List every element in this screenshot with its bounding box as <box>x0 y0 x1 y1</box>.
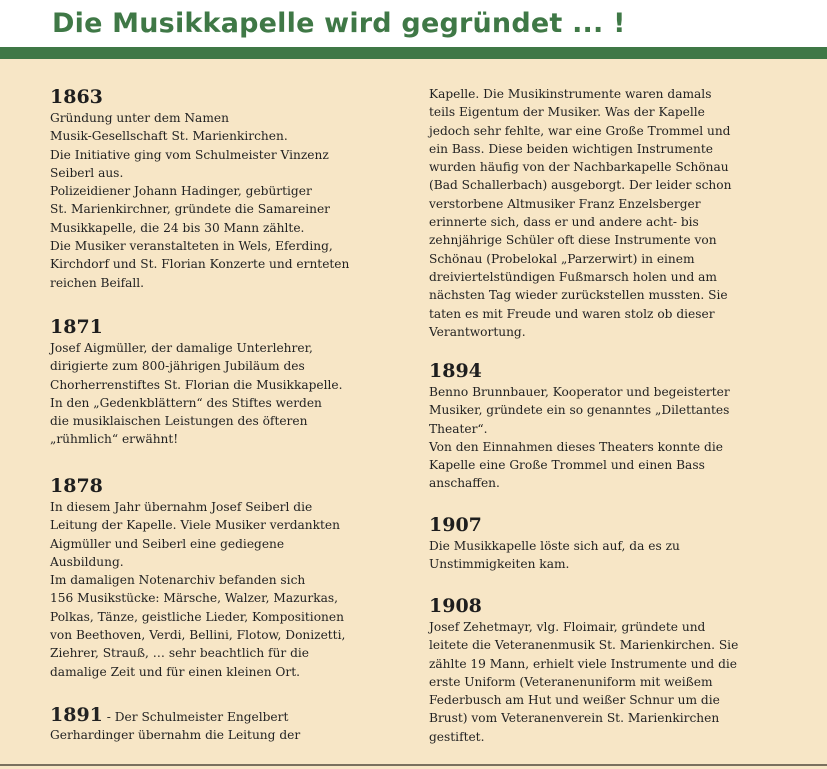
text-line: Kirchdorf und St. Florian Konzerte und ernteten <box>50 257 350 272</box>
entry-1894 <box>429 359 779 493</box>
entry-1863 <box>50 85 390 292</box>
entry-1871 <box>50 315 390 449</box>
text-line: Gründung unter dem Namen <box>50 111 229 125</box>
text-line: von Beethoven, Verdi, Bellini, Flotow, Donizetti, <box>50 628 346 643</box>
entry-text <box>50 706 390 726</box>
entry-1891-continued <box>429 85 779 341</box>
text-line: Die Initiative ging vom Schulmeister Vinzenz <box>50 147 329 162</box>
text-line: Kapelle eine Große Trommel und einen Bass <box>429 458 705 473</box>
text-line: Brust) vom Veteranenverein St. Marienkirchen <box>429 711 720 726</box>
text-line: Josef Zehetmayr, vlg. Floimair, gründete und <box>429 620 706 634</box>
entry-1907 <box>429 513 779 574</box>
text-line: 156 Musikstücke: Märsche, Walzer, Mazurkas, <box>50 591 338 606</box>
text-line: erste Uniform (Veteranenuniform mit weißem <box>429 674 713 689</box>
text-line: Ausbildung. <box>50 554 124 569</box>
entry-text <box>429 618 779 746</box>
text-line: nächsten Tag wieder zurückstellen mussten. Sie <box>429 288 728 303</box>
text-line: Von den Einnahmen dieses Theaters konnte die <box>429 439 723 454</box>
text-line: Die Musiker veranstalteten in Wels, Eferding, <box>50 239 333 254</box>
year-heading: 1878 <box>50 475 103 497</box>
text-line: wurden häufig von der Nachbarkapelle Schönau <box>429 160 729 175</box>
text-line: Polizeidiener Johann Hadinger, gebürtiger <box>50 184 312 199</box>
text-line: (Bad Schallerbach) ausgeborgt. Der leider schon <box>429 178 732 193</box>
text-line: teils Eigentum der Musiker. Was der Kapelle <box>429 105 705 120</box>
text-line: dreiviertelstündigen Fußmarsch holen und am <box>429 269 717 284</box>
text-line: Im damaligen Notenarchiv befanden sich <box>50 573 306 588</box>
text-line: damalige Zeit und für einen kleinen Ort. <box>50 664 301 679</box>
text-line: St. Marienkirchner, gründete die Samareiner <box>50 202 330 217</box>
entry-text <box>50 339 390 449</box>
text-line: die musiklaischen Leistungen des öfteren <box>50 414 308 429</box>
text-line: erinnerte sich, dass er und andere acht- bis <box>429 215 699 230</box>
text-line: Seiberl aus. <box>50 165 124 180</box>
entry-1908 <box>429 594 779 746</box>
entry-text <box>50 109 390 292</box>
entry-text <box>429 85 779 341</box>
year-heading: 1894 <box>429 360 482 382</box>
text-line: Ziehrer, Strauß, … sehr beachtlich für die <box>50 646 310 661</box>
text-line: Musiker, gründete ein so genanntes „Dilettantes <box>429 403 730 418</box>
bottom-rule <box>0 764 827 766</box>
text-line: Musik-Gesellschaft St. Marienkirchen. <box>50 129 288 144</box>
year-heading: 1908 <box>429 595 482 617</box>
text-line: gestiftet. <box>429 729 485 744</box>
text-line: Die Musikkapelle löste sich auf, da es zu <box>429 539 680 553</box>
text-line: „rühmlich“ erwähnt! <box>50 432 179 447</box>
entry-text <box>50 498 390 681</box>
text-line: - Der Schulmeister Engelbert <box>102 710 289 724</box>
content-panel <box>0 59 827 769</box>
entry-1878 <box>50 474 390 681</box>
title-underline-bar <box>0 47 827 59</box>
text-line: Federbusch am Hut und weißer Schnur um die <box>429 693 720 708</box>
entry-text <box>429 537 779 574</box>
year-heading: 1891 <box>50 704 103 726</box>
text-line: Schönau (Probelokal „Parzerwirt) in einem <box>429 251 695 266</box>
text-line: Chorherrenstiftes St. Florian die Musikkapelle. <box>50 377 343 392</box>
text-line: verstorbene Altmusiker Franz Enzelsberger <box>429 196 701 211</box>
text-line: Unstimmigkeiten kam. <box>429 557 570 572</box>
text-line: zählte 19 Mann, erhielt viele Instrumente und die <box>429 656 738 671</box>
text-line: ein Bass. Diese beiden wichtigen Instrumente <box>429 141 713 156</box>
text-line: Josef Aigmüller, der damalige Unterlehrer, <box>50 341 313 355</box>
text-line: In diesem Jahr übernahm Josef Seiberl die <box>50 500 313 514</box>
text-line: Benno Brunnbauer, Kooperator und begeisterter <box>429 385 730 399</box>
text-line: zehnjährige Schüler oft diese Instrumente von <box>429 233 717 248</box>
text-line: dirigierte zum 800-jährigen Jubiläum des <box>50 359 305 374</box>
year-heading: 1871 <box>50 316 103 338</box>
year-heading: 1863 <box>50 86 103 108</box>
entry-text <box>429 383 779 493</box>
text-line: Gerhardinger übernahm die Leitung der <box>50 728 301 743</box>
entry-1891 <box>50 706 390 745</box>
text-line: Theater“. <box>429 421 488 436</box>
text-line: Musikkapelle, die 24 bis 30 Mann zählte. <box>50 220 305 235</box>
text-line: Polkas, Tänze, geistliche Lieder, Kompositionen <box>50 609 344 624</box>
text-line: leitete die Veteranenmusik St. Marienkirchen. Sie <box>429 638 739 653</box>
text-line: anschaffen. <box>429 476 500 491</box>
text-line: Aigmüller und Seiberl eine gediegene <box>50 536 285 551</box>
text-line: taten es mit Freude und waren stolz ob dieser <box>429 306 715 321</box>
text-line: Leitung der Kapelle. Viele Musiker verdankten <box>50 518 340 533</box>
text-line: Kapelle. Die Musikinstrumente waren damals <box>429 87 712 101</box>
text-line: reichen Beifall. <box>50 275 145 290</box>
text-line: jedoch sehr fehlte, war eine Große Trommel und <box>429 123 731 138</box>
text-line: In den „Gedenkblättern“ des Stiftes werden <box>50 395 322 410</box>
page-title: Die Musikkapelle wird gegründet ... ! <box>52 8 626 39</box>
year-heading: 1907 <box>429 514 482 536</box>
text-line: Verantwortung. <box>429 324 526 339</box>
